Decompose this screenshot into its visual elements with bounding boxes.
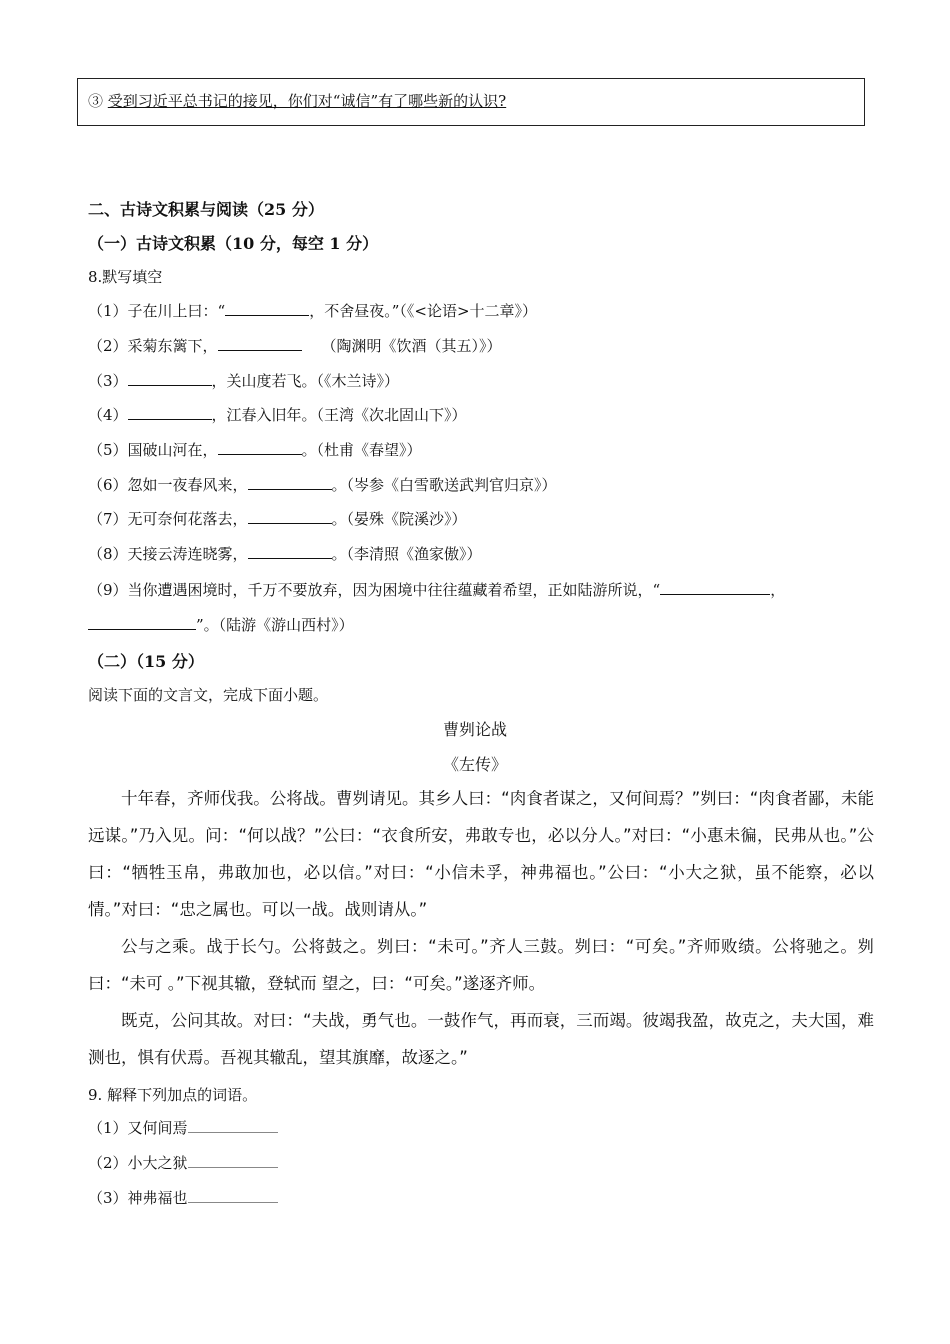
q9-item: （2）小大之狱 xyxy=(88,1152,278,1173)
answer-blank[interactable] xyxy=(225,301,309,316)
section-title: 二、古诗文积累与阅读（25 分） xyxy=(88,200,324,219)
q9-item: （3）神弗福也 xyxy=(88,1187,278,1208)
q9-title: 9. 解释下列加点的词语。 xyxy=(88,1086,258,1104)
q8-item: （2）采菊东篱下， （陶渊明《饮酒（其五）》） xyxy=(88,337,502,355)
passage-text xyxy=(88,780,874,1076)
q8-title: 8.默写填空 xyxy=(88,268,163,286)
answer-blank[interactable] xyxy=(248,475,332,490)
question-box xyxy=(77,78,865,126)
answer-blank[interactable] xyxy=(660,580,770,595)
passage-title: 曹刿论战 xyxy=(442,720,507,739)
question-box-text xyxy=(88,90,506,111)
passage-paragraph: 既克，公问其故。对曰：“夫战，勇气也。一鼓作气，再而衰，三而竭。彼竭我盈，故克之，夫大国，难测也，惧有伏焉。吾视其辙乱，望其旗靡，故逐之。” xyxy=(88,1011,874,1067)
honesty-question: 受到习近平总书记的接见，你们对“诚信”有了哪些新的认识? xyxy=(107,92,507,110)
passage-source: 《左传》 xyxy=(442,755,507,774)
passage-paragraph: 公与之乘。战于长勺。公将鼓之。刿曰：“未可。”齐人三鼓。刿曰：“可矣。”齐师败绩。公将驰之。刿曰：“未可 。”下视其辙，登轼而 望之，曰：“可矣。”遂逐齐师。 xyxy=(88,937,874,993)
part1-title: （一）古诗文积累（10 分，每空 1 分） xyxy=(88,234,379,253)
part2-instruction: 阅读下面的文言文，完成下面小题。 xyxy=(88,686,329,704)
answer-blank[interactable] xyxy=(248,544,332,559)
q8-item: （4） ，江春入旧年。（王湾《次北固山下》） xyxy=(88,406,467,424)
q8-item: ”。（陆游《游山西村》） xyxy=(88,614,354,635)
q8-item: （5）国破山河在， 。（杜甫《春望》） xyxy=(88,441,422,459)
q8-item: （6）忽如一夜春风来， 。（岑参《白雪歌送武判官归京》） xyxy=(88,476,557,494)
q8-item: （7）无可奈何花落去， 。（晏殊《院溪沙》） xyxy=(88,510,467,528)
q8-item: （9）当你遭遇困境时，千万不要放弃，因为困境中往往蕴藏着希望，正如陆游所说，“ ， xyxy=(88,581,786,599)
answer-blank[interactable] xyxy=(248,509,332,524)
answer-blank[interactable] xyxy=(128,371,212,386)
circled-number: ③ xyxy=(88,92,104,110)
passage-paragraph: 十年春，齐师伐我。公将战。曹刿请见。其乡人曰：“肉食者谋之，又何间焉？”刿曰：“肉食者鄙，未能远谋。”乃入见。问：“何以战？”公曰：“衣食所安，弗敢专也，必以分人。”对曰：“小惠未徧，民弗从也。”公曰：“牺牲玉帛，弗敢加也，必以信。”对曰：“小信未孚，神弗福也。”公曰：“小大之狱，虽不能察，必以情。”对曰：“忠之属也。可以一战。战则请从。” xyxy=(88,789,874,919)
q8-item: （8）天接云涛连晓雾， 。（李清照《渔家傲》） xyxy=(88,545,482,563)
answer-blank[interactable] xyxy=(188,1153,278,1168)
q8-item: （1）子在川上曰：“ ，不舍昼夜。”（《<论语>十二章》） xyxy=(88,302,538,320)
q9-item: （1）又何间焉 xyxy=(88,1117,278,1138)
answer-blank[interactable] xyxy=(188,1188,278,1203)
answer-blank[interactable] xyxy=(128,405,212,420)
q8-item: （3） ，关山度若飞。（《木兰诗》） xyxy=(88,372,400,390)
answer-blank[interactable] xyxy=(88,615,196,630)
answer-blank[interactable] xyxy=(218,336,302,351)
answer-blank[interactable] xyxy=(218,440,302,455)
answer-blank[interactable] xyxy=(188,1118,278,1133)
part2-title: （二）（15 分） xyxy=(88,652,204,671)
